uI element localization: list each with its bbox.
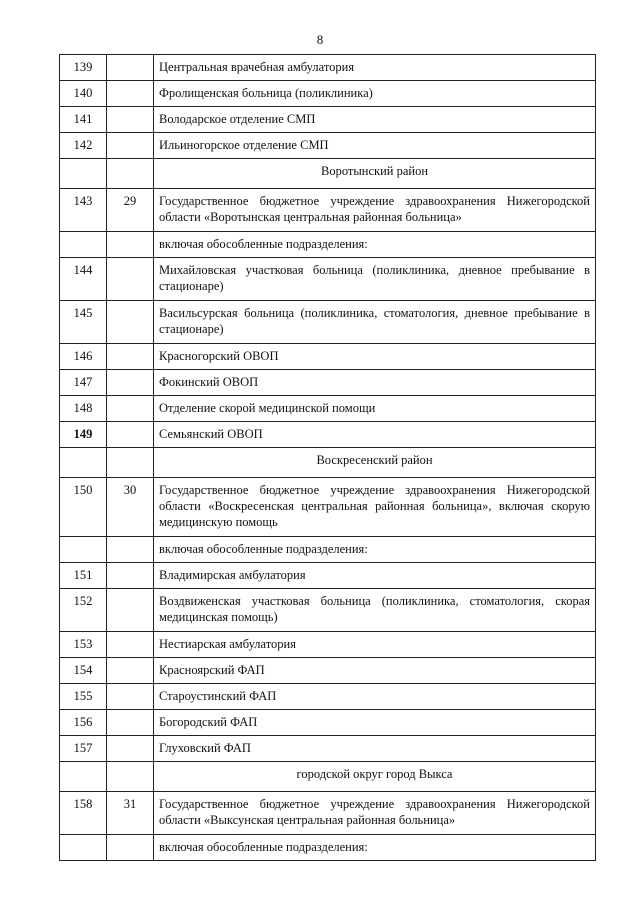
facility-name: Государственное бюджетное учреждение здравоохранения Нижегородской области «Выксунская центральная районная больница» (154, 792, 596, 835)
district-header-row (60, 448, 596, 478)
institution-code: 31 (107, 792, 154, 835)
row-number: 143 (60, 189, 107, 232)
institution-code (107, 301, 154, 344)
row-number: 157 (60, 736, 107, 762)
empty-cell (107, 159, 154, 189)
row-number: 158 (60, 792, 107, 835)
facility-name: Государственное бюджетное учреждение здравоохранения Нижегородской области «Воротынская центральная районная больница» (154, 189, 596, 232)
facility-name: Богородский ФАП (154, 710, 596, 736)
facility-name: Фокинский ОВОП (154, 370, 596, 396)
facility-name: Ильиногорское отделение СМП (154, 133, 596, 159)
institution-code (107, 684, 154, 710)
institution-code (107, 258, 154, 301)
row-number: 156 (60, 710, 107, 736)
table-row (60, 344, 596, 370)
facility-name: Воздвиженская участковая больница (поликлиника, стоматология, скорая медицинская помощь) (154, 589, 596, 632)
table-row (60, 133, 596, 159)
table-row (60, 258, 596, 301)
row-number (60, 232, 107, 258)
institution-code (107, 232, 154, 258)
institution-code (107, 563, 154, 589)
table-row (60, 370, 596, 396)
row-number: 144 (60, 258, 107, 301)
row-number: 153 (60, 632, 107, 658)
facility-name: включая обособленные подразделения: (154, 537, 596, 563)
table-row (60, 684, 596, 710)
institution-code (107, 422, 154, 448)
institution-code: 29 (107, 189, 154, 232)
facilities-table (59, 54, 596, 861)
row-number: 147 (60, 370, 107, 396)
table-row (60, 81, 596, 107)
row-number: 150 (60, 478, 107, 537)
facility-name: Владимирская амбулатория (154, 563, 596, 589)
table-row (60, 563, 596, 589)
row-number: 155 (60, 684, 107, 710)
row-number: 149 (60, 422, 107, 448)
facility-name: Староустинский ФАП (154, 684, 596, 710)
table-row (60, 396, 596, 422)
facility-name: Семьянский ОВОП (154, 422, 596, 448)
table-row (60, 301, 596, 344)
institution-code (107, 81, 154, 107)
district-name: Воротынский район (154, 159, 596, 189)
facility-name: Центральная врачебная амбулатория (154, 55, 596, 81)
facility-name: Володарское отделение СМП (154, 107, 596, 133)
table-row (60, 232, 596, 258)
institution-code (107, 658, 154, 684)
row-number: 146 (60, 344, 107, 370)
facility-name: Фролищенская больница (поликлиника) (154, 81, 596, 107)
row-number: 152 (60, 589, 107, 632)
table-row (60, 792, 596, 835)
institution-code (107, 55, 154, 81)
facility-name: Государственное бюджетное учреждение здравоохранения Нижегородской области «Воскресенская центральная районная больница», включая скорую медицинскую помощь (154, 478, 596, 537)
table-row (60, 658, 596, 684)
institution-code (107, 537, 154, 563)
institution-code (107, 589, 154, 632)
row-number: 154 (60, 658, 107, 684)
facility-name: Михайловская участковая больница (поликлиника, дневное пребывание в стационаре) (154, 258, 596, 301)
institution-code (107, 107, 154, 133)
facility-name: включая обособленные подразделения: (154, 232, 596, 258)
district-name: городской округ город Выкса (154, 762, 596, 792)
institution-code (107, 632, 154, 658)
table-row (60, 710, 596, 736)
table-row (60, 478, 596, 537)
table-row (60, 835, 596, 861)
row-number (60, 835, 107, 861)
empty-cell (60, 159, 107, 189)
institution-code: 30 (107, 478, 154, 537)
institution-code (107, 344, 154, 370)
district-header-row (60, 159, 596, 189)
facility-name: включая обособленные подразделения: (154, 835, 596, 861)
row-number: 141 (60, 107, 107, 133)
row-number: 142 (60, 133, 107, 159)
row-number (60, 537, 107, 563)
row-number: 148 (60, 396, 107, 422)
table-row (60, 537, 596, 563)
facility-name: Васильсурская больница (поликлиника, стоматология, дневное пребывание в стационаре) (154, 301, 596, 344)
row-number: 140 (60, 81, 107, 107)
table-row (60, 107, 596, 133)
empty-cell (107, 448, 154, 478)
institution-code (107, 396, 154, 422)
row-number: 139 (60, 55, 107, 81)
institution-code (107, 370, 154, 396)
institution-code (107, 710, 154, 736)
institution-code (107, 133, 154, 159)
district-name: Воскресенский район (154, 448, 596, 478)
facility-name: Глуховский ФАП (154, 736, 596, 762)
table-row (60, 55, 596, 81)
district-header-row (60, 762, 596, 792)
table-row (60, 736, 596, 762)
facility-name: Отделение скорой медицинской помощи (154, 396, 596, 422)
table-row (60, 589, 596, 632)
empty-cell (60, 762, 107, 792)
empty-cell (107, 762, 154, 792)
row-number: 151 (60, 563, 107, 589)
table-row (60, 422, 596, 448)
institution-code (107, 736, 154, 762)
facility-name: Красноярский ФАП (154, 658, 596, 684)
facility-name: Нестиарская амбулатория (154, 632, 596, 658)
table-row (60, 189, 596, 232)
empty-cell (60, 448, 107, 478)
institution-code (107, 835, 154, 861)
row-number: 145 (60, 301, 107, 344)
table-row (60, 632, 596, 658)
facility-name: Красногорский ОВОП (154, 344, 596, 370)
page-number: 8 (316, 32, 324, 47)
